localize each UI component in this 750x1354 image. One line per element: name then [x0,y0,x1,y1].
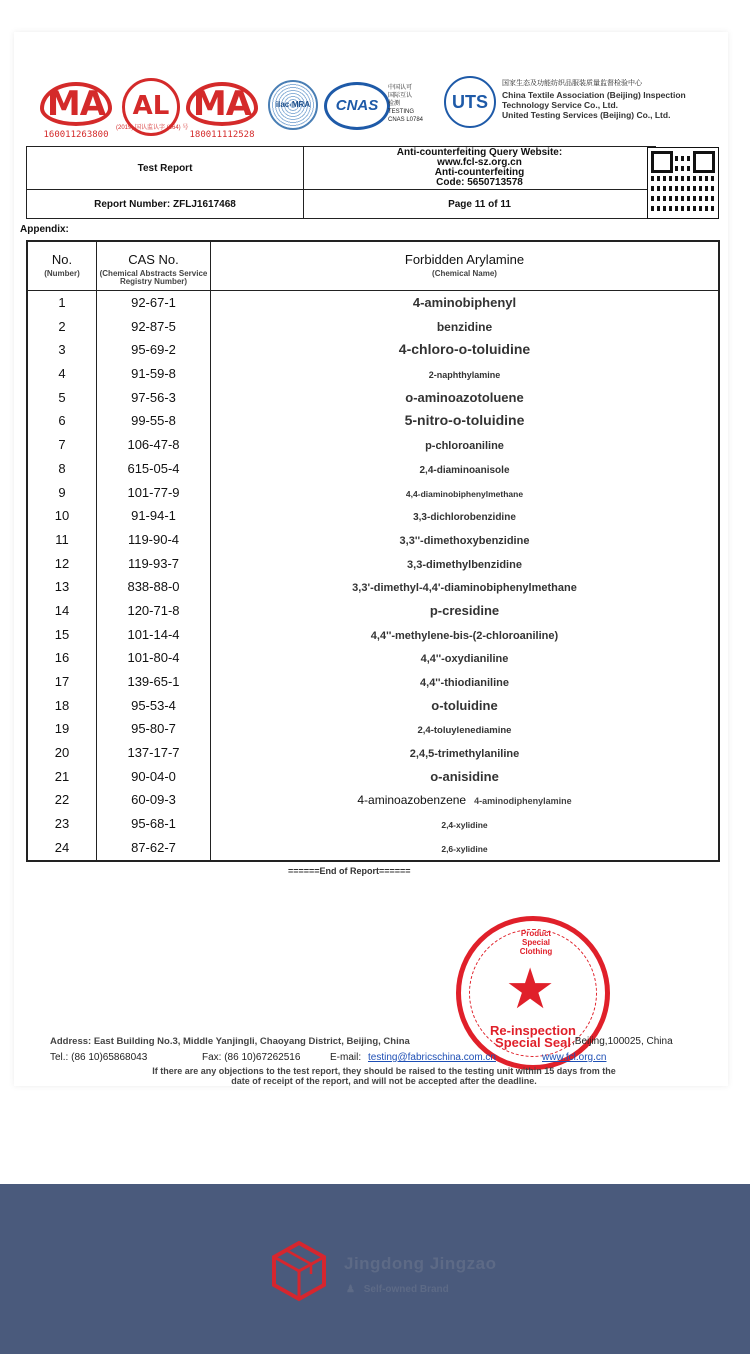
row-chemical-name-cell [211,670,718,694]
row-chemical-name: 3,3-dimethylbenzidine [407,558,522,571]
brand-subtitle [346,1284,449,1295]
col-no-title: No. [51,252,73,267]
row-cas-number: 95-53-4 [97,694,211,718]
col-cas-subtitle: (Chemical Abstracts Service Registry Number) [99,269,208,286]
footer-tel: Tel.: (86 10)65868043 [50,1052,148,1063]
table-row [28,812,718,836]
table-row [28,362,718,386]
objection-notice: If there are any objections to the test report, they should be raised to the testing unit within 15 days from the date of receipt of the report, and will not be accepted after the deadline. [152,1066,616,1086]
cnas-side-text: 中国认可 国际互认 检测 TESTING CNAS L0784 [388,85,424,123]
row-chemical-name: o-toluidine [431,697,498,713]
row-chemical-name-cell [211,646,718,670]
row-chemical-name-cell [211,362,718,386]
row-chemical-name-cell [211,338,718,362]
org-name-en-2: Technology Service Co., Ltd. [502,100,619,110]
footer-email-label: E-mail: [330,1052,362,1063]
report-title: Test Report [27,147,304,190]
row-cas-number: 120-71-8 [97,599,211,623]
cma-logo-right [186,82,258,140]
table-row [28,386,718,410]
row-chemical-name-cell [211,599,718,623]
row-cas-number: 60-09-3 [97,788,211,812]
row-chemical-name: o-aminoazotoluene [405,389,524,405]
row-chemical-name-cell [211,623,718,647]
row-chemical-name: 2-naphthylamine [428,370,501,381]
footer-address: Address: East Building No.3, Middle Yanjingli, Chaoyang District, Beijing, China [50,1036,410,1047]
row-chemical-name: 2,4-xylidine [441,820,488,831]
cal-logo: AL [122,78,180,136]
table-row [28,481,718,505]
cma-number-left: 160011263800 [43,130,109,140]
table-row [28,291,718,315]
table-row [28,717,718,741]
row-chemical-name-cell [211,765,718,789]
row-number: 2 [28,315,97,339]
report-number: Report Number: ZFLJ1617468 [27,190,304,219]
brand-name: Jingdong Jingzao [344,1254,497,1273]
row-chemical-name: 5-nitro-o-toluidine [404,412,525,429]
org-name-en-1: China Textile Association (Beijing) Inspection [502,90,686,100]
arylamine-table [26,240,720,862]
jingzao-box-icon [270,1240,328,1302]
row-chemical-name-cell [211,433,718,457]
cma-number-right: 180011112528 [189,130,255,140]
row-number: 14 [28,599,97,623]
footer-fax: Fax: (86 10)67262516 [202,1052,301,1063]
row-cas-number: 838-88-0 [97,575,211,599]
table-row [28,788,718,812]
row-cas-number: 101-80-4 [97,646,211,670]
footer-address-end: ,Beijing,100025, China [572,1036,673,1047]
row-cas-number: 101-14-4 [97,623,211,647]
col-name-title: Forbidden Arylamine [404,252,525,267]
row-chemical-name: 2,6-xylidine [441,843,488,854]
table-body [28,291,718,860]
row-cas-number: 137-17-7 [97,741,211,765]
row-chemical-name: o-anisidine [430,768,499,784]
brand-banner [0,1184,750,1354]
row-number: 6 [28,409,97,433]
row-number: 8 [28,457,97,481]
row-number: 17 [28,670,97,694]
cal-number: (2019) 国认监认字 (664) 号 [116,125,189,131]
report-footer [14,1028,728,1084]
brand-badge-icon: ♟ [346,1284,355,1295]
row-cas-number: 97-56-3 [97,386,211,410]
cma-logo-left [40,82,112,140]
row-number: 5 [28,386,97,410]
row-cas-number: 95-80-7 [97,717,211,741]
table-row [28,623,718,647]
row-number: 13 [28,575,97,599]
org-name-cn: 国家生态及功能纺织品服装质量监督检验中心 [502,80,642,87]
row-cas-number: 91-94-1 [97,504,211,528]
row-number: 18 [28,694,97,718]
row-cas-number: 95-68-1 [97,812,211,836]
row-number: 3 [28,338,97,362]
table-row [28,765,718,789]
table-row [28,646,718,670]
row-chemical-name-cell [211,457,718,481]
anti-counterfeit-info [304,147,656,190]
row-number: 20 [28,741,97,765]
row-chemical-name: 4,4''-thiodianiline [420,677,509,689]
page-indicator: Page 11 of 11 [304,190,656,219]
row-chemical-name-extra: 4-aminodiphenylamine [474,796,572,807]
row-cas-number: 615-05-4 [97,457,211,481]
col-name-subtitle: (Chemical Name) [432,269,497,278]
table-row [28,836,718,860]
row-chemical-name: 2,4-diaminoanisole [419,464,510,476]
row-chemical-name-cell [211,291,718,315]
row-number: 16 [28,646,97,670]
row-number: 9 [28,481,97,505]
row-chemical-name-cell [211,741,718,765]
table-row [28,741,718,765]
row-chemical-name: p-cresidine [429,602,500,618]
row-cas-number: 92-67-1 [97,291,211,315]
row-number: 24 [28,836,97,860]
qr-code[interactable] [648,148,718,218]
row-cas-number: 90-04-0 [97,765,211,789]
row-chemical-name: 4,4''-methylene-bis-(2-chloroaniline) [370,629,559,642]
row-number: 21 [28,765,97,789]
anti-website: www.fcl-sz.org.cn [437,157,522,168]
row-chemical-name-cell [211,504,718,528]
row-number: 22 [28,788,97,812]
row-chemical-name-cell [211,528,718,552]
row-cas-number: 101-77-9 [97,481,211,505]
row-chemical-name: benzidine [436,319,493,334]
row-cas-number: 95-69-2 [97,338,211,362]
row-chemical-name-cell [211,552,718,576]
row-number: 11 [28,528,97,552]
org-name-en [502,90,686,120]
row-cas-number: 87-62-7 [97,836,211,860]
table-row [28,670,718,694]
row-chemical-name: 4,4-diaminobiphenylmethane [405,488,524,499]
test-report-document [14,32,728,1086]
row-chemical-name-cell [211,812,718,836]
stamp-top-text: Product Special Clothing [519,929,553,956]
table-row [28,528,718,552]
table-row [28,315,718,339]
row-chemical-name-cell [211,788,718,812]
footer-web-link[interactable]: www.fcl.org.cn [542,1052,607,1063]
row-cas-number: 99-55-8 [97,409,211,433]
star-icon: ★ [505,957,556,1020]
col-no-subtitle: (Number) [44,269,80,278]
row-chemical-name: 2,4-toluylenediamine [417,725,512,737]
table-row [28,599,718,623]
row-chemical-name-cell [211,836,718,860]
table-row [28,433,718,457]
row-cas-number: 139-65-1 [97,670,211,694]
row-chemical-name: 4,4''-oxydianiline [420,653,509,666]
row-chemical-name: p-chloroaniline [425,440,504,453]
appendix-label: Appendix: [20,224,69,235]
row-cas-number: 92-87-5 [97,315,211,339]
table-row [28,338,718,362]
table-row [28,575,718,599]
cma-mark-right: MA [186,82,258,126]
brand-subtitle-text: Self-owned Brand [363,1284,449,1295]
row-number: 23 [28,812,97,836]
row-chemical-name-cell [211,481,718,505]
report-header-table [26,146,656,219]
col-name-header [211,242,718,290]
anti-code: Code: 5650713578 [436,177,523,188]
table-row [28,694,718,718]
table-row [28,409,718,433]
row-chemical-name: 4-chloro-o-toluidine [398,341,531,358]
row-number: 19 [28,717,97,741]
row-cas-number: 106-47-8 [97,433,211,457]
row-number: 1 [28,291,97,315]
row-number: 7 [28,433,97,457]
row-chemical-name: 3,3''-dimethoxybenzidine [399,534,530,547]
row-chemical-name: 3,3-dichlorobenzidine [413,512,516,524]
col-no-header [28,242,97,290]
table-header [28,242,718,291]
row-cas-number: 119-90-4 [97,528,211,552]
row-number: 15 [28,623,97,647]
row-chemical-name-cell [211,694,718,718]
row-number: 12 [28,552,97,576]
row-chemical-name: 2,4,5-trimethylaniline [409,748,520,761]
stamp-bottom-text: Re-inspection Special Seal [490,1023,576,1050]
cma-mark-left: MA [40,82,112,126]
cnas-logo: CNAS [324,82,390,130]
footer-email-link[interactable]: testing@fabricschina.com.cn [368,1052,496,1063]
org-name-en-3: United Testing Services (Beijing) Co., Ltd. [502,110,671,120]
ilac-mra-logo: ilac-MRA [268,80,318,130]
row-chemical-name-cell [211,575,718,599]
col-cas-header [97,242,211,290]
row-cas-number: 91-59-8 [97,362,211,386]
table-row [28,504,718,528]
anti-code-label: Anti-counterfeiting [434,167,525,178]
row-chemical-name-cell [211,386,718,410]
row-chemical-name: 4-aminobiphenyl [412,295,517,310]
row-chemical-name: 4-aminoazobenzene [357,793,467,808]
row-chemical-name-cell [211,717,718,741]
col-cas-title: CAS No. [128,252,179,267]
table-row [28,552,718,576]
table-row [28,457,718,481]
anti-query-label: Anti-counterfeiting Query Website: [396,147,563,158]
row-number: 10 [28,504,97,528]
row-cas-number: 119-93-7 [97,552,211,576]
row-number: 4 [28,362,97,386]
uts-logo: UTS [444,76,496,128]
row-chemical-name-cell [211,409,718,433]
end-of-report: ======End of Report====== [288,866,411,876]
row-chemical-name-cell [211,315,718,339]
row-chemical-name: 3,3'-dimethyl-4,4'-diaminobiphenylmethane [352,582,577,595]
